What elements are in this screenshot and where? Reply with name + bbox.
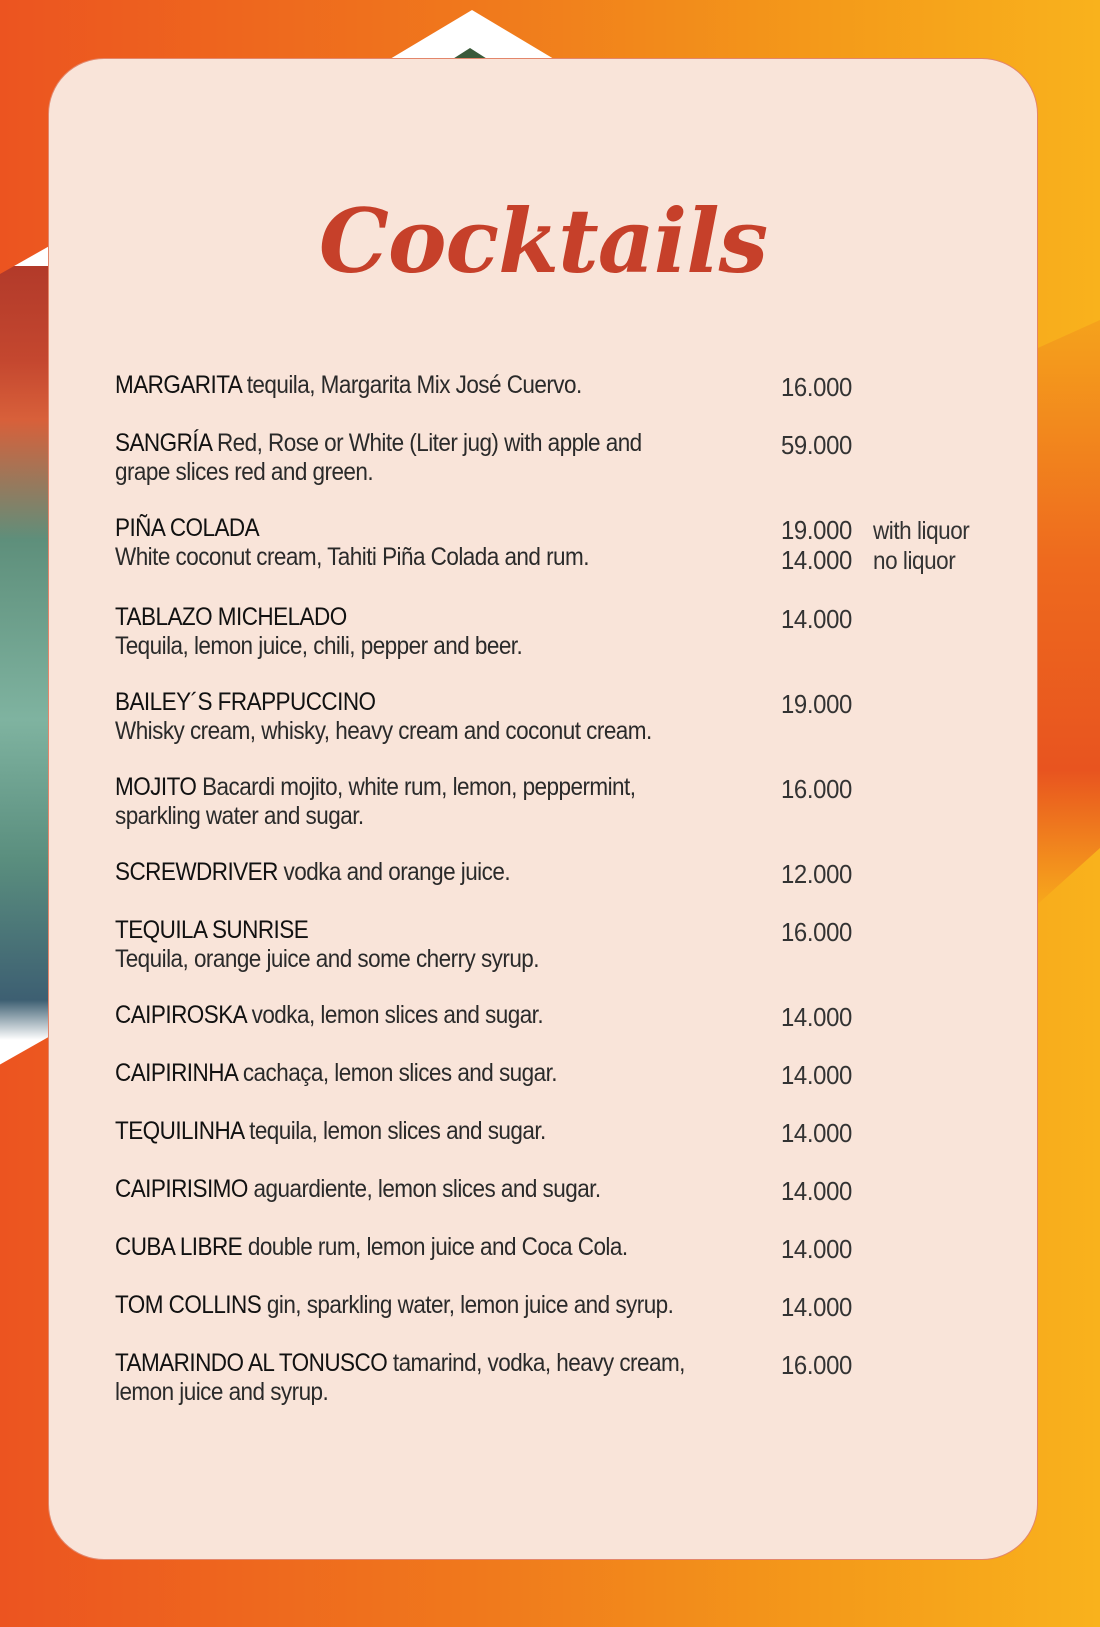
menu-item-price: 14.000 [781, 1292, 852, 1322]
menu-item [115, 429, 1015, 487]
menu-item-text [115, 1117, 714, 1146]
menu-item-price: 16.000 [781, 917, 852, 947]
price-row [781, 1293, 873, 1322]
menu-item-price: 59.000 [781, 430, 852, 460]
menu-item-description-line: Whisky cream, whisky, heavy cream and coconut cream. [115, 717, 652, 745]
menu-item-price-note: with liquor [873, 517, 970, 545]
menu-item-price: 14.000 [781, 1118, 852, 1148]
menu-item [115, 514, 1015, 576]
menu-item-description-line: grape slices red and green. [115, 458, 374, 486]
menu-item-description-line: Tequila, orange juice and some cherry syrup. [115, 945, 539, 973]
menu-item-text [115, 688, 714, 746]
menu-item-text [115, 371, 714, 400]
menu-item [115, 1001, 1015, 1032]
menu-item [115, 603, 1015, 661]
menu-item-price: 16.000 [781, 1350, 852, 1380]
price-row [781, 860, 873, 889]
menu-item-text [115, 916, 714, 974]
menu-item-name: PIÑA COLADA [115, 514, 260, 542]
menu-item [115, 1175, 1015, 1206]
price-row [781, 431, 873, 460]
menu-item-prices [781, 429, 873, 460]
menu-item-name: TAMARINDO AL TONUSCO [115, 1349, 388, 1377]
menu-item [115, 916, 1015, 974]
menu-item-description: vodka and orange juice. [277, 858, 511, 886]
menu-item-prices [781, 1175, 873, 1206]
price-row [781, 918, 873, 947]
menu-item-text [115, 514, 714, 572]
menu-item-prices [781, 773, 873, 804]
price-row [781, 1351, 873, 1380]
menu-item-text [115, 1233, 714, 1262]
menu-item-description: tequila, Margarita Mix José Cuervo. [241, 371, 582, 399]
menu-item-price: 14.000 [781, 545, 852, 575]
price-row [781, 1235, 873, 1264]
price-row [781, 373, 873, 402]
menu-item-text [115, 1349, 714, 1407]
menu-item-price: 14.000 [781, 604, 852, 634]
price-row [781, 1003, 873, 1032]
cocktail-list [115, 371, 1015, 1434]
menu-item-description-line: lemon juice and syrup. [115, 1378, 329, 1406]
menu-item-text [115, 1059, 714, 1088]
menu-item-price: 14.000 [781, 1060, 852, 1090]
menu-item-prices [781, 371, 873, 402]
menu-item-price: 19.000 [781, 689, 852, 719]
menu-item [115, 1233, 1015, 1264]
menu-item [115, 688, 1015, 746]
menu-item-description: Red, Rose or White (Liter jug) with apple and [211, 429, 642, 457]
menu-item-name: MOJITO [115, 773, 197, 801]
menu-item-name: CAIPIRISIMO [115, 1175, 248, 1203]
menu-item-price: 14.000 [781, 1234, 852, 1264]
menu-item-price: 16.000 [781, 774, 852, 804]
menu-item [115, 1117, 1015, 1148]
menu-item-prices [781, 514, 980, 576]
menu-item-description-line: sparkling water and sugar. [115, 802, 364, 830]
menu-title: Cocktails [318, 189, 768, 293]
menu-card [48, 58, 1038, 1560]
menu-item-text [115, 1001, 714, 1030]
menu-item-prices [781, 1291, 873, 1322]
menu-item-description: Bacardi mojito, white rum, lemon, peppermint, [196, 773, 636, 801]
menu-item-name: TABLAZO MICHELADO [115, 603, 347, 631]
menu-item [115, 1349, 1015, 1407]
menu-item-name: TEQUILA SUNRISE [115, 916, 309, 944]
menu-item-name: SANGRÍA [115, 429, 212, 457]
price-row [781, 546, 980, 576]
menu-item-prices [781, 688, 873, 719]
menu-item-prices [781, 916, 873, 947]
price-row [781, 1177, 873, 1206]
menu-item-text [115, 603, 714, 661]
menu-item-name: SCREWDRIVER [115, 858, 278, 886]
menu-item-description: gin, sparkling water, lemon juice and syrup. [261, 1291, 674, 1319]
menu-item-prices [781, 1001, 873, 1032]
menu-item-description: double rum, lemon juice and Coca Cola. [242, 1233, 628, 1261]
menu-item-prices [781, 1059, 873, 1090]
menu-item-price: 16.000 [781, 372, 852, 402]
menu-item-name: MARGARITA [115, 371, 241, 399]
menu-item-description: aguardiente, lemon slices and sugar. [247, 1175, 601, 1203]
menu-item-name: CUBA LIBRE [115, 1233, 243, 1261]
menu-item-name: BAILEY´S FRAPPUCCINO [115, 688, 376, 716]
menu-item-prices [781, 1233, 873, 1264]
menu-item-price: 19.000 [781, 515, 852, 545]
menu-item-price: 14.000 [781, 1002, 852, 1032]
menu-item [115, 1291, 1015, 1322]
menu-item-price: 14.000 [781, 1176, 852, 1206]
menu-item [115, 371, 1015, 402]
menu-item-text [115, 858, 714, 887]
menu-item-name: TEQUILINHA [115, 1117, 244, 1145]
menu-item-prices [781, 858, 873, 889]
price-row [781, 775, 873, 804]
menu-item [115, 1059, 1015, 1090]
menu-item-prices [781, 1117, 873, 1148]
menu-item-price-note: no liquor [873, 547, 956, 575]
menu-item [115, 858, 1015, 889]
menu-item-description: tequila, lemon slices and sugar. [243, 1117, 546, 1145]
menu-item-text [115, 1175, 714, 1204]
menu-item-description: cachaça, lemon slices and sugar. [237, 1059, 558, 1087]
menu-item-price: 12.000 [781, 859, 852, 889]
menu-item-description: tamarind, vodka, heavy cream, [387, 1349, 685, 1377]
menu-item-description: vodka, lemon slices and sugar. [245, 1001, 544, 1029]
menu-item-text [115, 429, 714, 487]
price-row [781, 516, 980, 546]
menu-item-name: TOM COLLINS [115, 1291, 262, 1319]
menu-item-description-line: Tequila, lemon juice, chili, pepper and beer. [115, 632, 523, 660]
menu-item-name: CAIPIRINHA [115, 1059, 238, 1087]
menu-item-description-line: White coconut cream, Tahiti Piña Colada and rum. [115, 543, 589, 571]
menu-item [115, 773, 1015, 831]
menu-item-prices [781, 1349, 873, 1380]
price-row [781, 1061, 873, 1090]
menu-item-text [115, 1291, 714, 1320]
price-row [781, 1119, 873, 1148]
menu-item-name: CAIPIROSKA [115, 1001, 246, 1029]
menu-item-text [115, 773, 714, 831]
price-row [781, 605, 873, 634]
menu-item-prices [781, 603, 873, 634]
price-row [781, 690, 873, 719]
